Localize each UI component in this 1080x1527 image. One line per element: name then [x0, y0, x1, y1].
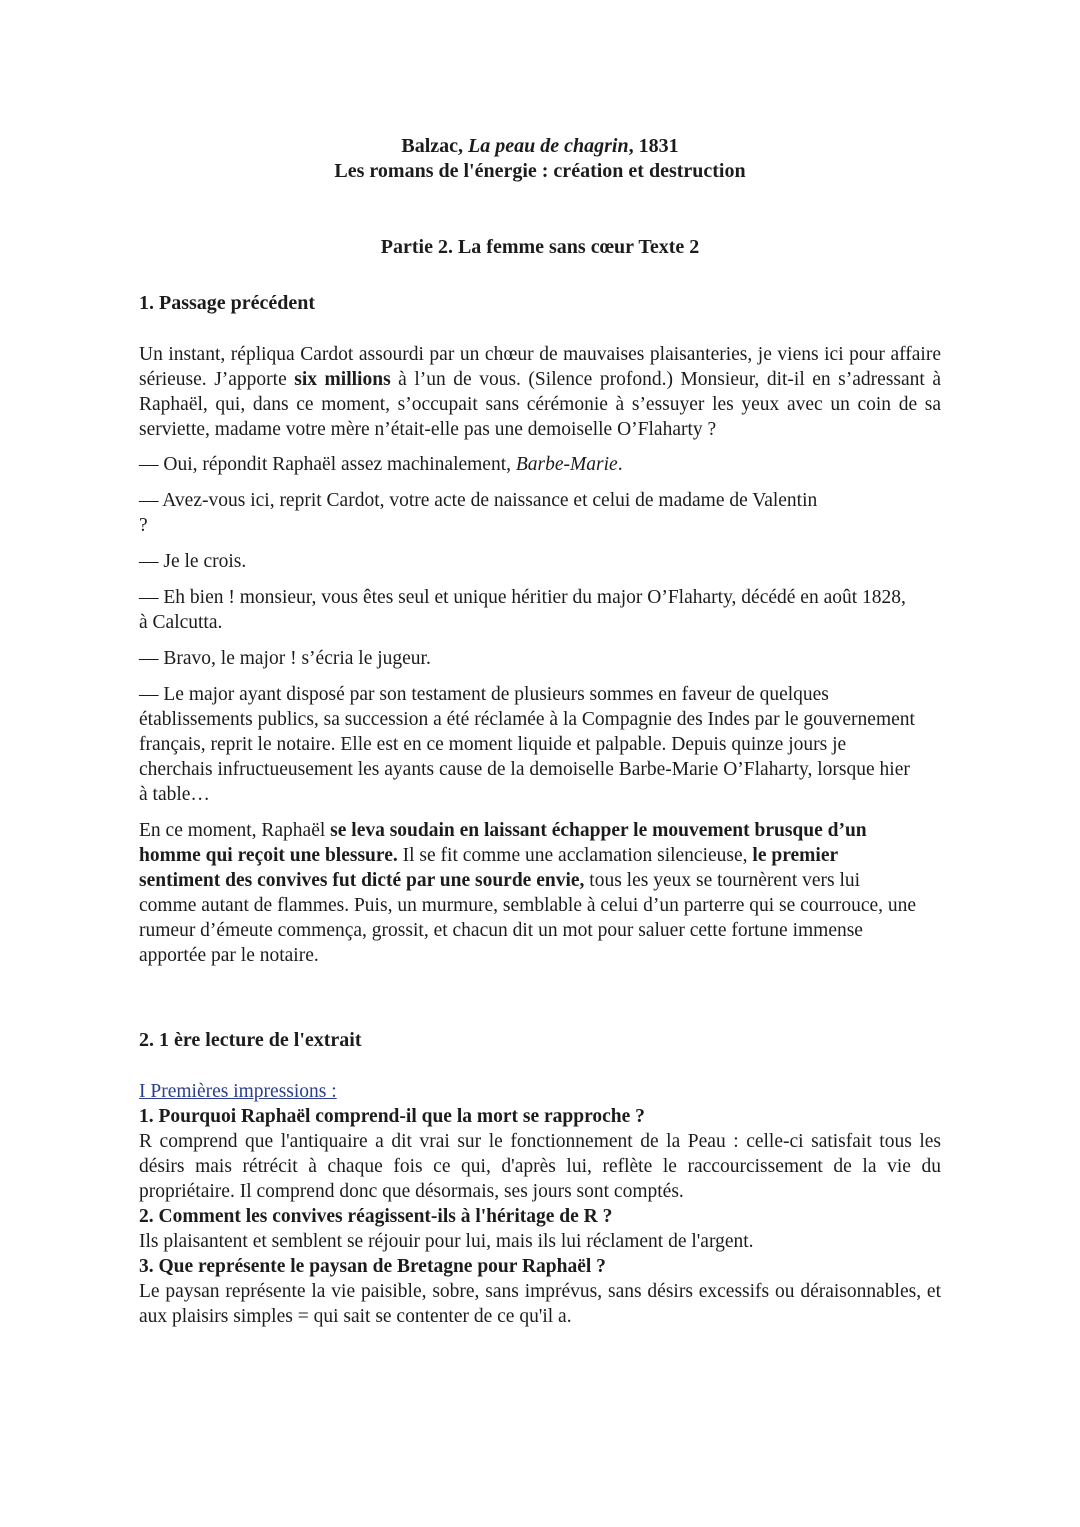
- title-author: Balzac,: [401, 135, 469, 157]
- bold-run: se leva soudain en laissant échapper le mouvement brusque d’un homme qui reçoit une blessure.: [139, 820, 867, 866]
- answer-3: Le paysan représente la vie paisible, sobre, sans imprévus, sans désirs excessifs ou déraisonnables, et aux plaisirs simples = qui sait se contenter de ce qu'il a.: [139, 1281, 941, 1327]
- bold-run: le premier sentiment des convives fut dicté par une sourde envie,: [139, 845, 838, 891]
- question-2: 2. Comment les convives réagissent-ils à l'héritage de R ?: [139, 1206, 613, 1227]
- dialogue-line: — Bravo, le major ! s’écria le jugeur.: [139, 648, 431, 669]
- dialogue-line: — Le major ayant disposé par son testament de plusieurs sommes en faveur de quelques établissements publics, sa succession a été réclamée à la Compagnie des Indes par le gouvernement français, reprit le notaire. Elle est en ce moment liquide et palpable. Depuis quinze jours je cherchais infructueusement les ayants cause de la demoiselle Barbe-Marie O’Flaharty, lorsque hier à table…: [139, 684, 915, 805]
- document-title: [0, 135, 1080, 158]
- dialogue-line: [139, 452, 941, 477]
- italic-run: Barbe-Marie: [515, 454, 618, 475]
- section1-text: [139, 342, 941, 968]
- section2-heading: 2. 1 ère lecture de l'extrait: [139, 1029, 362, 1051]
- title-work: La peau de chagrin: [468, 135, 629, 157]
- section1-heading: 1. Passage précédent: [139, 292, 316, 314]
- text-run: Un instant, répliqua Cardot assourdi par un chœur de mauvaises plaisanteries, je viens ici pour affaire sérieuse. J’apporte: [139, 344, 941, 390]
- link-text[interactable]: I Premières impressions :: [139, 1081, 337, 1102]
- dialogue-line: — Eh bien ! monsieur, vous êtes seul et unique héritier du major O’Flaharty, décédé en août 1828, à Calcutta.: [139, 587, 906, 633]
- paragraph-reaction: [139, 818, 919, 968]
- text-run: — Oui, répondit Raphaël assez machinalement,: [139, 454, 516, 475]
- part-heading: Partie 2. La femme sans cœur Texte 2: [380, 236, 700, 258]
- dialogue-line: — Je le crois.: [139, 551, 247, 572]
- text-run: En ce moment, Raphaël: [139, 820, 331, 841]
- section2-text: [139, 1079, 941, 1329]
- question-3: 3. Que représente le paysan de Bretagne pour Raphaël ?: [139, 1256, 606, 1277]
- impressions-link[interactable]: [139, 1079, 941, 1104]
- dialogue-line: — Avez-vous ici, reprit Cardot, votre acte de naissance et celui de madame de Valentin ?: [139, 490, 818, 536]
- answer-1: R comprend que l'antiquaire a dit vrai sur le fonctionnement de la Peau : celle-ci satisfait tous les désirs mais rétrécit à chaque fois ce qui, d'après lui, reflète le raccourcissement de la vie du propriétaire. Il comprend donc que désormais, ses jours sont comptés.: [139, 1131, 941, 1202]
- title-year: , 1831: [628, 135, 679, 157]
- bold-run: six millions: [294, 369, 391, 390]
- paragraph-intro: [139, 342, 941, 442]
- text-run: Il se fit comme une acclamation silencieuse,: [397, 845, 753, 866]
- document-subtitle: Les romans de l'énergie : création et destruction: [334, 160, 746, 182]
- text-run: à l’un de vous. (Silence profond.) Monsieur, dit-il en s’adressant à Raphaël, qui, dans ce moment, s’occupait sans cérémonie à s’essuyer les yeux avec un coin de sa serviette, madame votre mère n’était-elle pas une demoiselle O’Flaharty ?: [139, 369, 941, 440]
- answer-2: Ils plaisantent et semblent se réjouir pour lui, mais ils lui réclament de l'argent.: [139, 1231, 754, 1252]
- question-1: 1. Pourquoi Raphaël comprend-il que la mort se rapproche ?: [139, 1106, 645, 1127]
- text-run: tous les yeux se tournèrent vers lui comme autant de flammes. Puis, un murmure, semblable à celui d’un parterre qui se courrouce, une rumeur d’émeute commença, grossit, et chacun dit un mot pour saluer cette fortune immense apportée par le notaire.: [139, 870, 917, 966]
- text-run: .: [617, 454, 623, 475]
